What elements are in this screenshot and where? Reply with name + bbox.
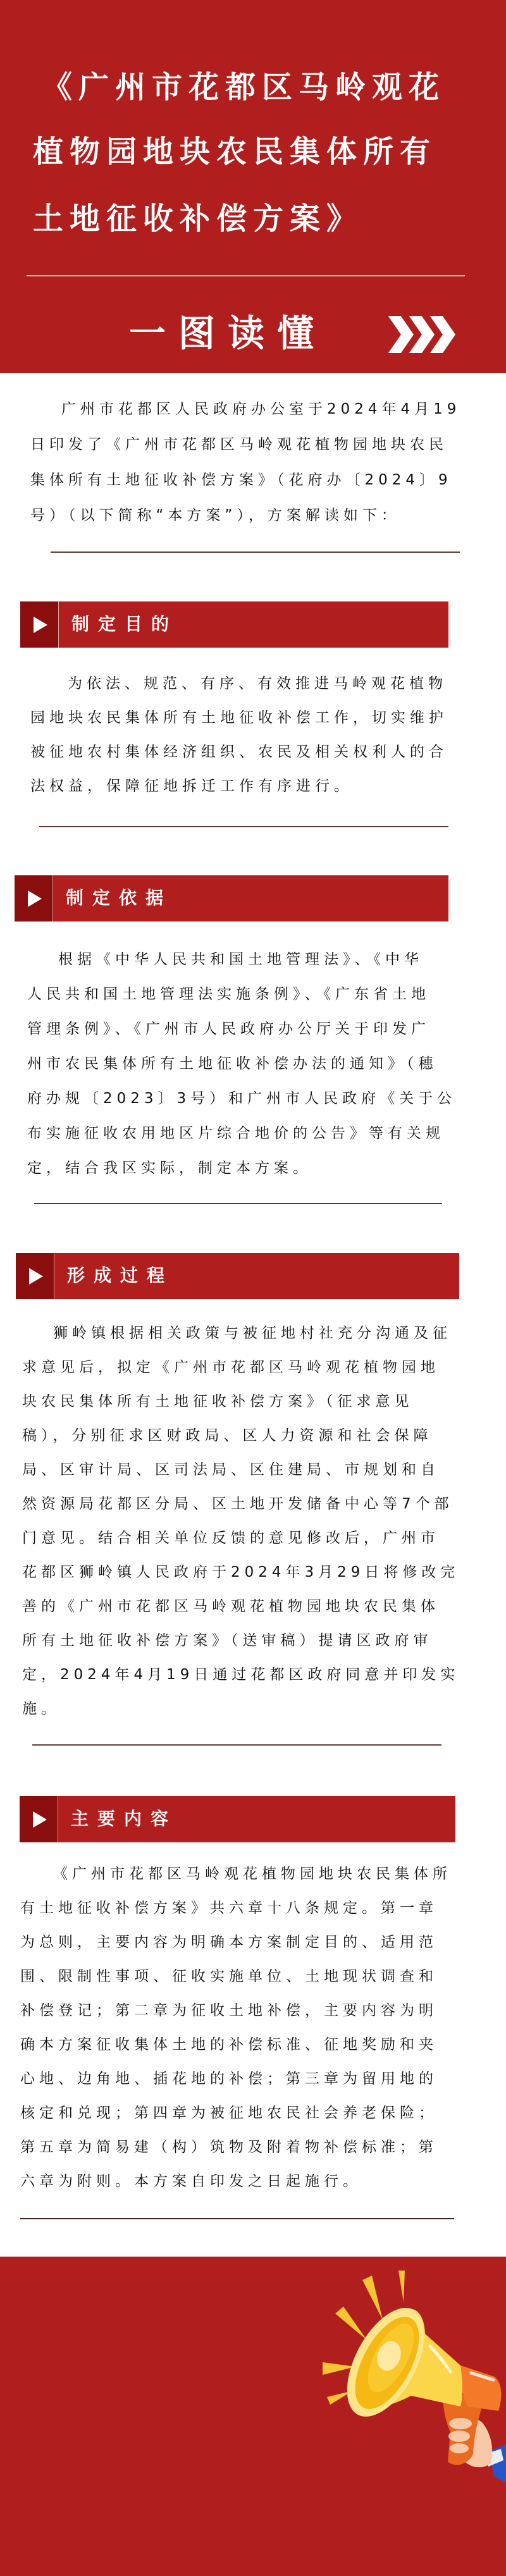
paragraph-line: 人民共和国土地管理法实施条例》、《广东省土地 — [27, 986, 430, 1002]
megaphone-icon — [316, 2264, 506, 2505]
section-header-marker — [20, 601, 59, 648]
paragraph-line: 有土地征收补偿方案》共六章十八条规定。第一章 — [20, 1900, 438, 1916]
section-divider — [34, 1203, 442, 1204]
paragraph-line: 《广州市花都区马岭观花植物园地块农民集体所 — [53, 1866, 452, 1882]
section-divider — [51, 552, 460, 553]
play-triangle-icon — [29, 1268, 43, 1285]
section-title: 制定依据 — [66, 887, 173, 908]
section-title: 制定目的 — [71, 613, 178, 634]
paragraph-line: 府办规〔2023〕3号）和广州市人民政府《关于公 — [27, 1090, 457, 1107]
page-title-line-1: 《广州市花都区马岭观花 — [42, 70, 446, 105]
intro-line: 日印发了《广州市花都区马岭观花植物园地块农民 — [30, 436, 448, 453]
paragraph-line: 法权益，保障征地拆迁工作有序进行。 — [30, 778, 353, 794]
paragraph-line: 心地、边角地、插花地的补偿；第三章为留用地的 — [20, 2071, 438, 2087]
paragraph-line: 块农民集体所有土地征收补偿方案》（征求意见 — [22, 1393, 414, 1410]
paragraph-line: 补偿登记；第二章为征收土地补偿，主要内容为明 — [20, 2002, 438, 2019]
paragraph-line: 为总则，主要内容为明确本方案制定目的、适用范 — [20, 1934, 438, 1950]
paragraph-line: 求意见后，拟定《广州市花都区马岭观花植物园地 — [22, 1359, 440, 1376]
section-header-process — [16, 1253, 459, 1299]
page-title-line-2: 植物园地块农民集体所有 — [33, 134, 437, 169]
section-header-content — [20, 1796, 455, 1842]
paragraph-line: 施。 — [22, 1701, 60, 1717]
hero-divider — [27, 275, 465, 276]
section-title: 形成过程 — [67, 1265, 174, 1286]
intro-line: 集体所有土地征收补偿方案》（花府办〔2024〕9 — [30, 472, 452, 488]
play-triangle-icon — [34, 617, 47, 633]
paragraph-line: 六章为附则。本方案自印发之日起施行。 — [20, 2173, 362, 2190]
paragraph-line: 善的《广州市花都区马岭观花植物园地块农民集体 — [22, 1598, 440, 1615]
section-header-purpose — [20, 601, 448, 648]
section-divider — [20, 2218, 454, 2219]
page-title-line-3: 土地征收补偿方案》 — [33, 201, 364, 237]
play-triangle-icon — [33, 1811, 47, 1828]
paragraph-line: 州市农民集体所有土地征收补偿办法的通知》（穗 — [27, 1056, 438, 1072]
paragraph-line: 围、限制性事项、征收实施单位、土地现状调查和 — [20, 1968, 438, 1985]
paragraph-line: 为依法、规范、有序、有效推进马岭观花植物 — [68, 675, 447, 692]
paragraph-line: 第五章为简易建（构）筑物及附着物补偿标准；第 — [20, 2139, 438, 2155]
paragraph-line: 所有土地征收补偿方案》（送审稿）提请区政府审 — [22, 1632, 433, 1649]
paragraph-line: 定，2024年4月19日通过花都区政府同意并印发实 — [22, 1667, 460, 1683]
section-divider — [32, 1744, 441, 1746]
section-header-marker — [16, 1253, 54, 1299]
section-header-marker — [15, 875, 53, 921]
paragraph-line: 根据《中华人民共和国土地管理法》、《中华 — [58, 951, 423, 968]
paragraph-line: 门意见。结合相关单位反馈的意见修改后，广州市 — [22, 1530, 440, 1546]
paragraph-line: 稿），分别征求区财政局、区人力资源和社会保障 — [22, 1427, 433, 1444]
paragraph-line: 管理条例》、《广州市人民政府办公厅关于印发广 — [27, 1021, 430, 1037]
paragraph-line: 花都区狮岭镇人民政府于2024年3月29日将修改完 — [22, 1564, 460, 1581]
triple-chevron-right-icon — [388, 316, 459, 353]
paragraph-line: 核定和兑现；第四章为被征地农民社会养老保险； — [20, 2105, 438, 2121]
intro-line: 号）（以下简称“本方案”），方案解读如下： — [30, 507, 400, 524]
section-divider — [39, 826, 448, 827]
section-title: 主要内容 — [71, 1808, 178, 1829]
paragraph-line: 定，结合我区实际，制定本方案。 — [27, 1160, 312, 1176]
section-header-basis — [15, 875, 448, 921]
section-header-marker — [20, 1796, 58, 1842]
play-triangle-icon — [28, 891, 42, 907]
intro-line: 广州市花都区人民政府办公室于2024年4月19 — [61, 401, 461, 417]
banner-title: 一图读懂 — [129, 312, 327, 355]
paragraph-line: 布实施征收农用地区片综合地价的公告》等有关规 — [27, 1125, 445, 1142]
paragraph-line: 局、区审计局、区司法局、区住建局、市规划和自 — [22, 1462, 440, 1478]
paragraph-line: 然资源局花都区分局、区土地开发储备中心等7个部 — [22, 1496, 454, 1512]
paragraph-line: 狮岭镇根据相关政策与被征地村社充分沟通及征 — [53, 1325, 452, 1341]
paragraph-line: 被征地农村集体经济组织、农民及相关权利人的合 — [30, 744, 448, 760]
paragraph-line: 确本方案征收集体土地的补偿标准、征地奖励和夹 — [20, 2037, 438, 2053]
hero-header — [0, 0, 506, 373]
paragraph-line: 园地块农民集体所有土地征收补偿工作，切实维护 — [30, 710, 448, 726]
